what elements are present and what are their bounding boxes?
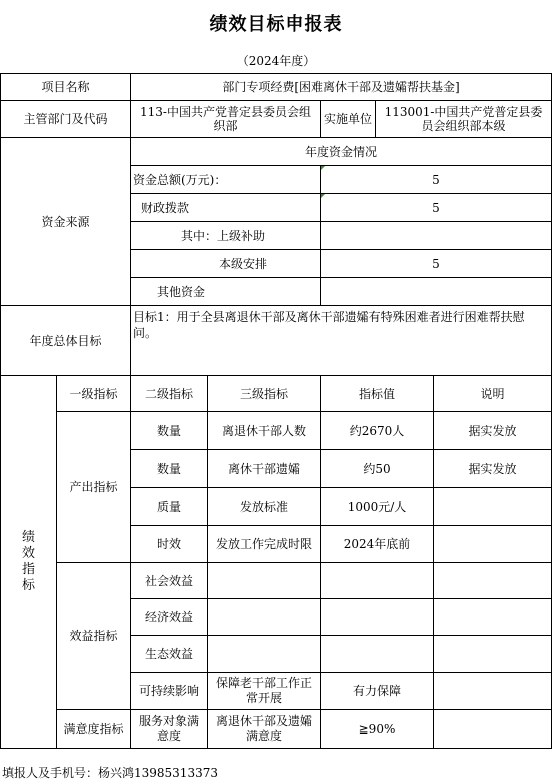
indicators-side-label	[0, 375, 57, 749]
project-name-value: 部门专项经费[困难离休干部及遗孀帮扶基金]	[130, 73, 552, 101]
output-row-4-level2: 时效	[130, 525, 208, 563]
indicators-side-text: 绩效指标	[21, 530, 35, 593]
satisfaction-level2: 服务对象满意度	[130, 709, 208, 749]
funding-fiscal-text: 财政拨款	[141, 200, 190, 215]
output-row-2-level2: 数量	[130, 449, 208, 488]
benefit-row-3-level2: 生态效益	[130, 635, 208, 673]
funding-total-value: 5	[320, 165, 552, 194]
benefit-row-1-value	[320, 562, 434, 599]
satisfaction-indicator-label: 满意度指标	[56, 709, 131, 749]
benefit-row-2-level3	[207, 598, 321, 636]
funding-local-label	[130, 249, 321, 278]
funding-other-label	[130, 277, 321, 306]
impl-unit-label: 实施单位	[320, 100, 376, 138]
output-row-3-note	[433, 487, 552, 526]
benefit-row-3-value	[320, 635, 434, 673]
benefit-row-1-level2: 社会效益	[130, 562, 208, 599]
output-row-3-value: 1000元/人	[320, 487, 434, 526]
form-year: （2024年度）	[236, 54, 316, 68]
output-row-1-value: 约2670人	[320, 411, 434, 450]
benefit-row-4-level3: 保障老干部工作正常开展	[207, 672, 321, 710]
output-row-4-note	[433, 525, 552, 563]
funding-fiscal-value: 5	[320, 193, 552, 222]
benefit-row-4-level2: 可持续影响	[130, 672, 208, 710]
output-row-4-level3: 发放工作完成时限	[207, 525, 321, 563]
funding-fiscal-label	[130, 193, 321, 222]
funding-local-value: 5	[320, 249, 552, 278]
output-row-2-value: 约50	[320, 449, 434, 488]
header-note: 说明	[433, 375, 552, 412]
benefit-row-1-note	[433, 562, 552, 599]
output-row-1-level2: 数量	[130, 411, 208, 450]
annual-goal-text: 目标1：用于全县离退休干部及离休干部遗孀有特殊困难者进行困难帮扶慰问。	[130, 305, 552, 376]
benefit-row-3-level3	[207, 635, 321, 673]
impl-unit-value: 113001-中国共产党普定县委员会组织部本级	[375, 100, 552, 138]
funding-upper-text: 其中：上级补助	[181, 228, 266, 243]
output-row-2-note: 据实发放	[433, 449, 552, 488]
output-row-3-level3: 发放标准	[207, 487, 321, 526]
cell-marker-icon	[321, 166, 325, 170]
output-row-1-note: 据实发放	[433, 411, 552, 450]
benefit-row-4-note	[433, 672, 552, 710]
header-level2: 二级指标	[130, 375, 208, 412]
benefit-row-4-value: 有力保障	[320, 672, 434, 710]
funding-other-value	[320, 277, 552, 306]
dept-value: 113-中国共产党普定县委员会组织部	[130, 100, 321, 138]
benefit-row-2-level2: 经济效益	[130, 598, 208, 636]
funding-local-text: 本级安排	[219, 256, 268, 271]
output-row-2-level3: 离休干部遗孀	[207, 449, 321, 488]
funding-total-label: 资金总额(万元)：	[130, 165, 321, 194]
dept-label: 主管部门及代码	[0, 100, 131, 138]
benefit-row-2-value	[320, 598, 434, 636]
satisfaction-note	[433, 709, 552, 749]
satisfaction-value: ≧90%	[320, 709, 434, 749]
annual-goal-label: 年度总体目标	[0, 305, 131, 376]
funding-upper-label	[130, 221, 321, 250]
funding-upper-value	[320, 221, 552, 250]
funding-other-text: 其他资金	[157, 284, 206, 299]
benefit-row-2-note	[433, 598, 552, 636]
funding-label: 资金来源	[0, 137, 131, 306]
project-name-label: 项目名称	[0, 73, 131, 101]
output-row-4-value: 2024年底前	[320, 525, 434, 563]
benefit-row-1-level3	[207, 562, 321, 599]
header-level3: 三级指标	[207, 375, 321, 412]
benefit-indicator-label: 效益指标	[56, 562, 131, 710]
output-row-1-level3: 离退休干部人数	[207, 411, 321, 450]
header-level1: 一级指标	[56, 375, 131, 412]
satisfaction-level3: 离退休干部及遗孀满意度	[207, 709, 321, 749]
funding-header: 年度资金情况	[130, 137, 552, 166]
cell-marker-icon	[321, 194, 325, 198]
form-title: 绩效目标申报表	[209, 14, 343, 35]
benefit-row-3-note	[433, 635, 552, 673]
output-row-3-level2: 质量	[130, 487, 208, 526]
output-indicator-label: 产出指标	[56, 411, 131, 563]
filler-contact: 填报人及手机号：杨兴鸿13985313373	[2, 766, 218, 780]
header-value: 指标值	[320, 375, 434, 412]
